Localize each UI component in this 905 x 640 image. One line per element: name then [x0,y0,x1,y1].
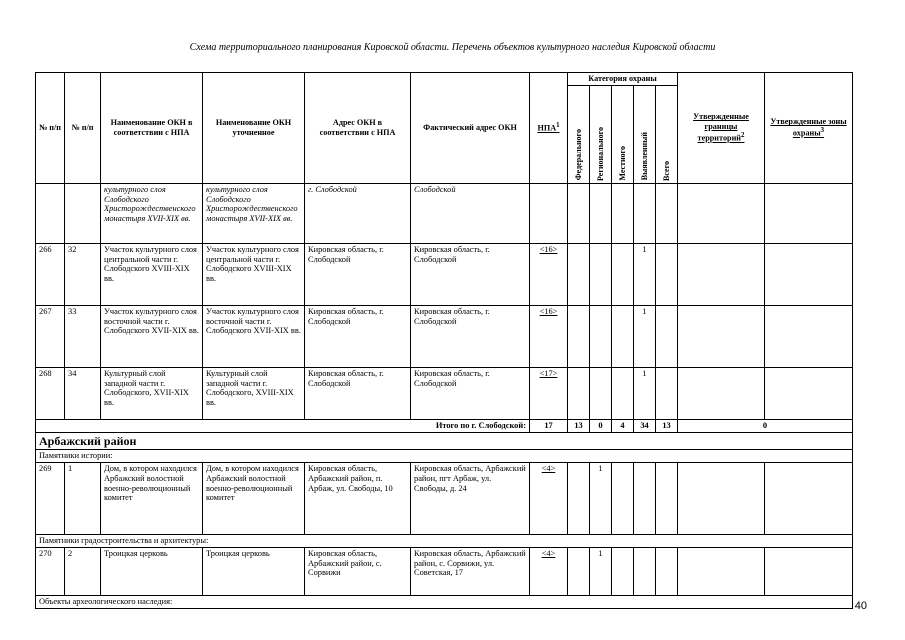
cell-npa[interactable]: <16> [530,305,568,367]
cell-address-actual: Кировская область, г. Слободской [411,305,530,367]
cell-regional: 1 [590,547,612,595]
cell-name-npa: культурного слоя Слободского Христорождественского монастыря XVII-XIX вв. [101,183,203,243]
header-name-precise: Наименование ОКН уточненное [203,73,305,184]
cell-no2: 33 [65,305,101,367]
heritage-register-table [35,72,853,609]
table-row [36,305,853,367]
total-boundaries: 13 [656,419,678,432]
cell-address-npa: г. Слободской [305,183,411,243]
cell-no2: 32 [65,243,101,305]
header-cat-total: Всего [656,85,678,183]
cell-total [656,183,678,243]
section-row [36,534,853,547]
cell-total [656,243,678,305]
cell-zones [765,305,853,367]
section-archaeology-heading: Объекты археологического наследия: [36,595,853,608]
cell-no1 [36,183,65,243]
cell-local [612,243,634,305]
cell-total [656,462,678,534]
cell-boundaries [678,547,765,595]
cell-total [656,547,678,595]
header-cat-local: Местного [612,85,634,183]
cell-federal [568,367,590,419]
cell-no1: 267 [36,305,65,367]
section-architecture-heading: Памятники градостроительства и архитектуры: [36,534,853,547]
cell-boundaries [678,183,765,243]
header-zones: Утвержденные зоны охраны$^3$ [765,73,853,184]
table-row [36,367,853,419]
cell-no2 [65,183,101,243]
cell-address-npa: Кировская область, г. Слободской [305,243,411,305]
table-row [36,547,853,595]
header-address-npa: Адрес ОКН в соответствии с НПА [305,73,411,184]
total-npa: 17 [530,419,568,432]
cell-npa[interactable]: <16> [530,243,568,305]
cell-local [612,547,634,595]
cell-total [656,367,678,419]
cell-no1: 269 [36,462,65,534]
cell-name-precise: культурного слоя Слободского Христорождественского монастыря XVII-XIX вв. [203,183,305,243]
total-local: 4 [612,419,634,432]
cell-no2: 2 [65,547,101,595]
section-history-heading: Памятники истории: [36,449,853,462]
cell-federal [568,183,590,243]
total-row [36,419,853,432]
header-name-npa: Наименование ОКН в соответствии с НПА [101,73,203,184]
cell-no2: 34 [65,367,101,419]
total-label: Итого по г. Слободской: [36,419,530,432]
page-number: 40 [854,600,867,612]
cell-name-precise: Дом, в котором находился Арбажский волостной военно-революционный комитет [203,462,305,534]
cell-federal [568,305,590,367]
cell-regional [590,183,612,243]
cell-identified: 1 [634,305,656,367]
cell-no1: 270 [36,547,65,595]
cell-boundaries [678,243,765,305]
total-identified: 34 [634,419,656,432]
cell-address-actual: Кировская область, г. Слободской [411,243,530,305]
cell-regional [590,243,612,305]
cell-identified [634,547,656,595]
cell-regional: 1 [590,462,612,534]
cell-address-npa: Кировская область, Арбажский район, п. Арбаж, ул. Свободы, 10 [305,462,411,534]
cell-name-npa: Культурный слой западной части г. Слободского, XVII-XIX вв. [101,367,203,419]
cell-name-npa: Участок культурного слоя восточной части г. Слободского XVII-XIX вв. [101,305,203,367]
cell-identified [634,462,656,534]
cell-npa[interactable]: <17> [530,367,568,419]
cell-boundaries [678,367,765,419]
total-regional: 0 [590,419,612,432]
cell-name-precise: Участок культурного слоя центральной части г. Слободского XVIII-XIX вв. [203,243,305,305]
cell-regional [590,305,612,367]
cell-npa [530,183,568,243]
total-zones: 0 [678,419,853,432]
cell-local [612,367,634,419]
cell-address-npa: Кировская область, г. Слободской [305,367,411,419]
cell-regional [590,367,612,419]
cell-address-npa: Кировская область, Арбажский район, с. Сорвижи [305,547,411,595]
header-cat-regional: Регионального [590,85,612,183]
cell-name-npa: Участок культурного слоя центральной части г. Слободского XVIII-XIX вв. [101,243,203,305]
header-category-group: Категория охраны [568,73,678,86]
header-no2: № п/п [65,73,101,184]
cell-zones [765,462,853,534]
table-row [36,462,853,534]
district-row [36,432,853,449]
header-no1: № п/п [36,73,65,184]
cell-zones [765,183,853,243]
cell-local [612,305,634,367]
cell-local [612,462,634,534]
cell-address-actual: Слободской [411,183,530,243]
cell-boundaries [678,462,765,534]
cell-total [656,305,678,367]
table-row [36,183,853,243]
cell-name-npa: Дом, в котором находился Арбажский волостной военно-революционный комитет [101,462,203,534]
cell-npa[interactable]: <4> [530,547,568,595]
cell-identified: 1 [634,243,656,305]
cell-name-npa: Троицкая церковь [101,547,203,595]
cell-name-precise: Культурный слой западной части г. Слободского, XVIII-XIX вв. [203,367,305,419]
cell-no1: 268 [36,367,65,419]
cell-federal [568,243,590,305]
cell-identified [634,183,656,243]
section-row [36,595,853,608]
cell-name-precise: Участок культурного слоя восточной части г. Слободского XVII-XIX вв. [203,305,305,367]
cell-identified: 1 [634,367,656,419]
cell-no2: 1 [65,462,101,534]
cell-no1: 266 [36,243,65,305]
cell-federal [568,462,590,534]
district-heading: Арбажский район [36,432,853,449]
cell-name-precise: Троицкая церковь [203,547,305,595]
cell-npa[interactable]: <4> [530,462,568,534]
header-cat-identified: Выявленный [634,85,656,183]
cell-address-actual: Кировская область, Арбажский район, с. Сорвижи, ул. Советская, 17 [411,547,530,595]
page-title: Схема территориального планирования Кировской области. Перечень объектов культурного наследия Кировской области [189,42,716,53]
cell-federal [568,547,590,595]
header-boundaries: Утвержденные границы территорий$^2$ [678,73,765,184]
section-row [36,449,853,462]
total-federal: 13 [568,419,590,432]
cell-address-npa: Кировская область, г. Слободской [305,305,411,367]
cell-address-actual: Кировская область, Арбажский район, пгт Арбаж, ул. Свободы, д. 24 [411,462,530,534]
cell-zones [765,547,853,595]
cell-zones [765,243,853,305]
cell-zones [765,367,853,419]
header-cat-federal: Федерального [568,85,590,183]
header-npa: НПА$^1$ [530,73,568,184]
cell-address-actual: Кировская область, г. Слободской [411,367,530,419]
table-row [36,243,853,305]
cell-local [612,183,634,243]
cell-boundaries [678,305,765,367]
header-address-actual: Фактический адрес ОКН [411,73,530,184]
